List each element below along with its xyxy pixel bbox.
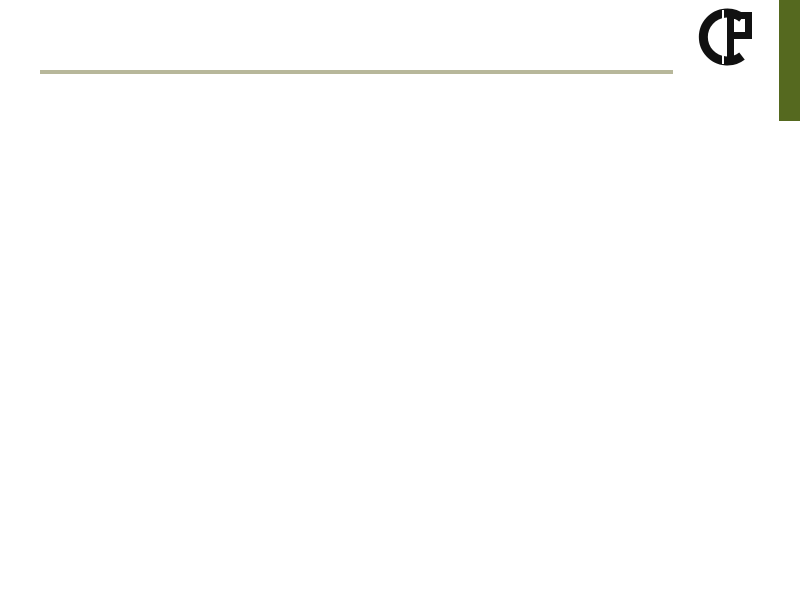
accent-bar (779, 0, 800, 121)
company-logo (680, 8, 778, 94)
title-divider (40, 70, 673, 74)
page-title (50, 20, 51, 60)
callon-logo-icon (694, 8, 764, 66)
footnote (40, 582, 50, 589)
